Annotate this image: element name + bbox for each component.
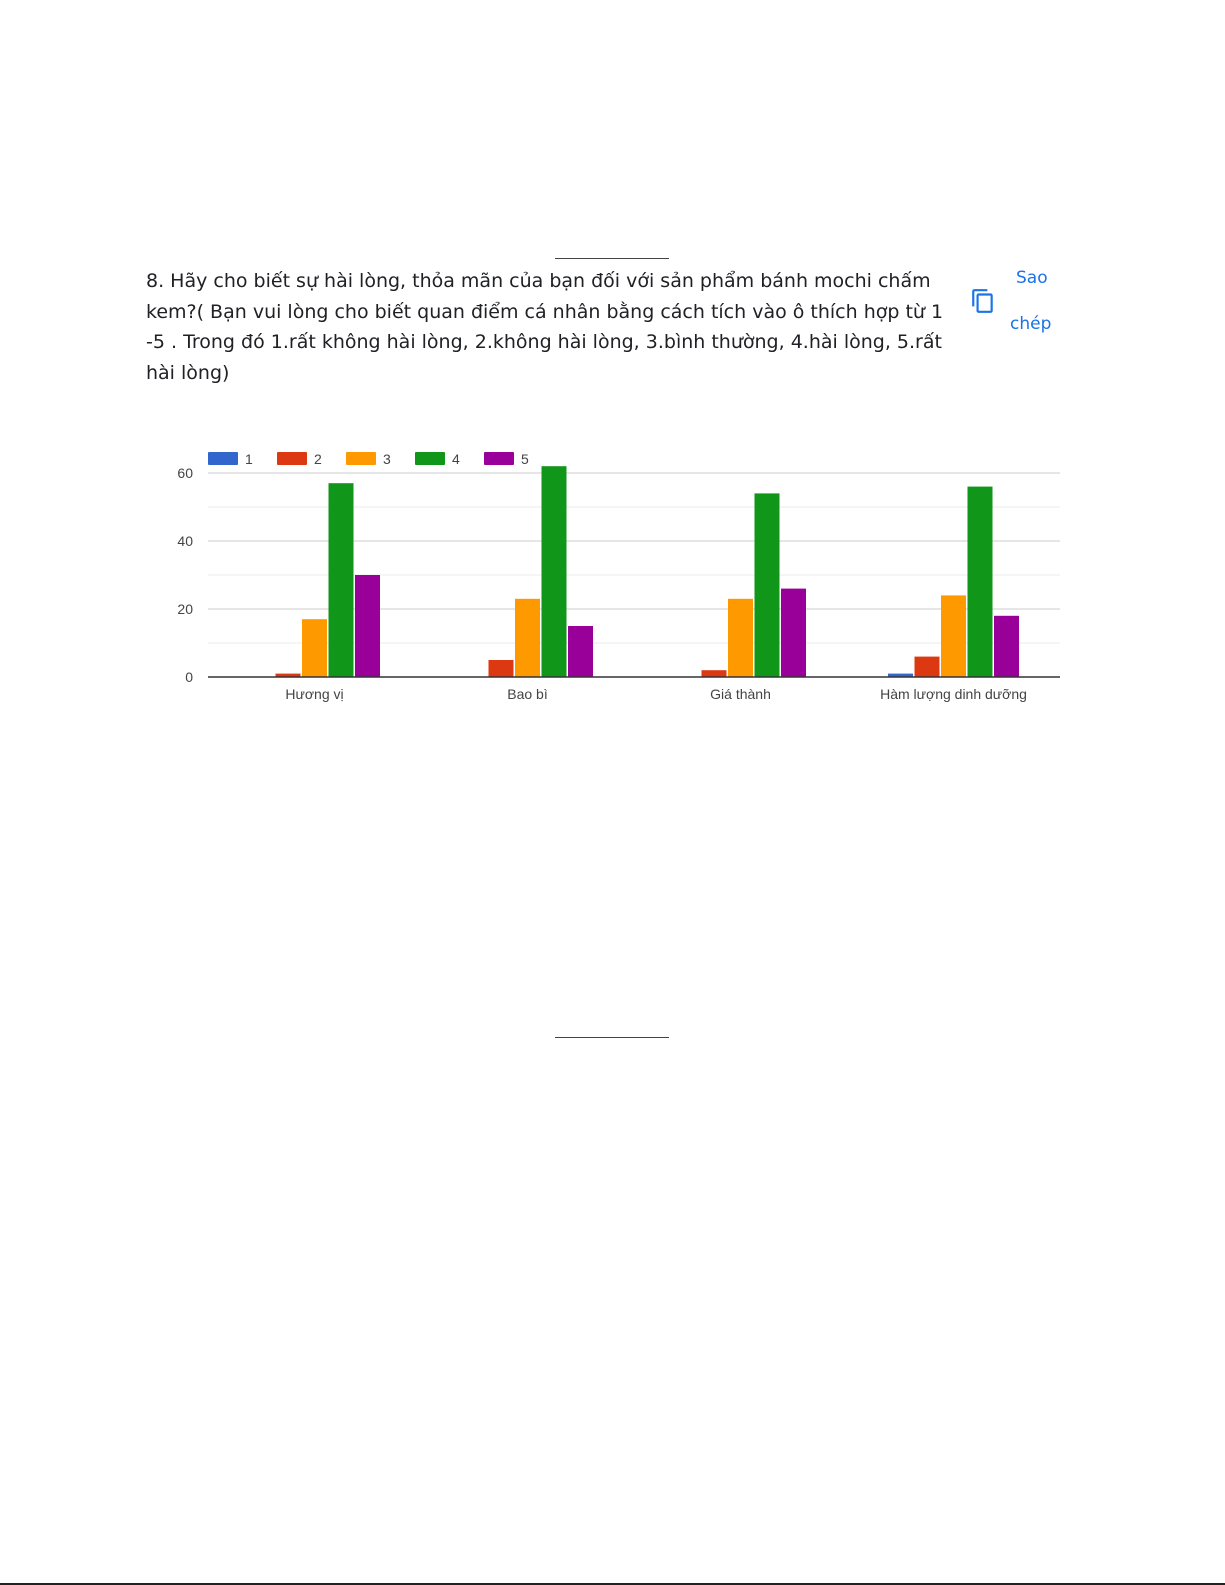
bar-series-3-4	[941, 595, 966, 677]
copy-button-label-2: chép	[1010, 314, 1052, 334]
bar-series-4-2	[542, 466, 567, 677]
y-tick-label: 60	[177, 465, 193, 481]
bar-series-2-2	[489, 660, 514, 677]
legend-swatch-2	[277, 452, 307, 465]
legend-label-2: 2	[314, 451, 322, 467]
y-tick-label: 40	[177, 533, 193, 549]
bar-series-2-3	[702, 670, 727, 677]
x-tick-label: Hương vị	[285, 686, 344, 702]
y-tick-label: 20	[177, 601, 193, 617]
x-tick-label: Giá thành	[710, 686, 771, 702]
legend-label-4: 4	[452, 451, 460, 467]
top-divider	[555, 258, 669, 259]
bar-chart	[160, 445, 1080, 725]
legend-label-3: 3	[383, 451, 391, 467]
bar-series-4-4	[968, 487, 993, 677]
legend-swatch-4	[415, 452, 445, 465]
bar-series-5-3	[781, 589, 806, 677]
y-tick-label: 0	[185, 669, 193, 685]
copy-icon	[970, 288, 996, 314]
bar-series-4-1	[329, 483, 354, 677]
question-title: 8. Hãy cho biết sự hài lòng, thỏa mãn của bạn đối với sản phẩm bánh mochi chấm kem?( Bạn vui lòng cho biết quan điểm cá nhân bằng cách tích vào ô thích hợp từ 1 -5 . Trong đó 1.rất không hài lòng, 2.không hài lòng, 3.bình thường, 4.hài lòng, 5.rất hài lòng)	[146, 270, 944, 384]
bar-series-3-1	[302, 619, 327, 677]
legend-label-1: 1	[245, 451, 253, 467]
legend-swatch-1	[208, 452, 238, 465]
bar-series-5-2	[568, 626, 593, 677]
bottom-divider	[555, 1037, 669, 1038]
bar-series-3-3	[728, 599, 753, 677]
legend-label-5: 5	[521, 451, 529, 467]
bar-series-4-3	[755, 493, 780, 677]
legend-swatch-5	[484, 452, 514, 465]
bar-series-5-1	[355, 575, 380, 677]
bar-series-2-4	[915, 657, 940, 677]
x-tick-label: Bao bì	[507, 686, 548, 702]
x-tick-label: Hàm lượng dinh dưỡng	[880, 686, 1027, 702]
bar-series-3-2	[515, 599, 540, 677]
copy-button-label: Sao	[1016, 268, 1048, 288]
bar-series-5-4	[994, 616, 1019, 677]
copy-button[interactable]	[966, 264, 1066, 340]
legend-swatch-3	[346, 452, 376, 465]
